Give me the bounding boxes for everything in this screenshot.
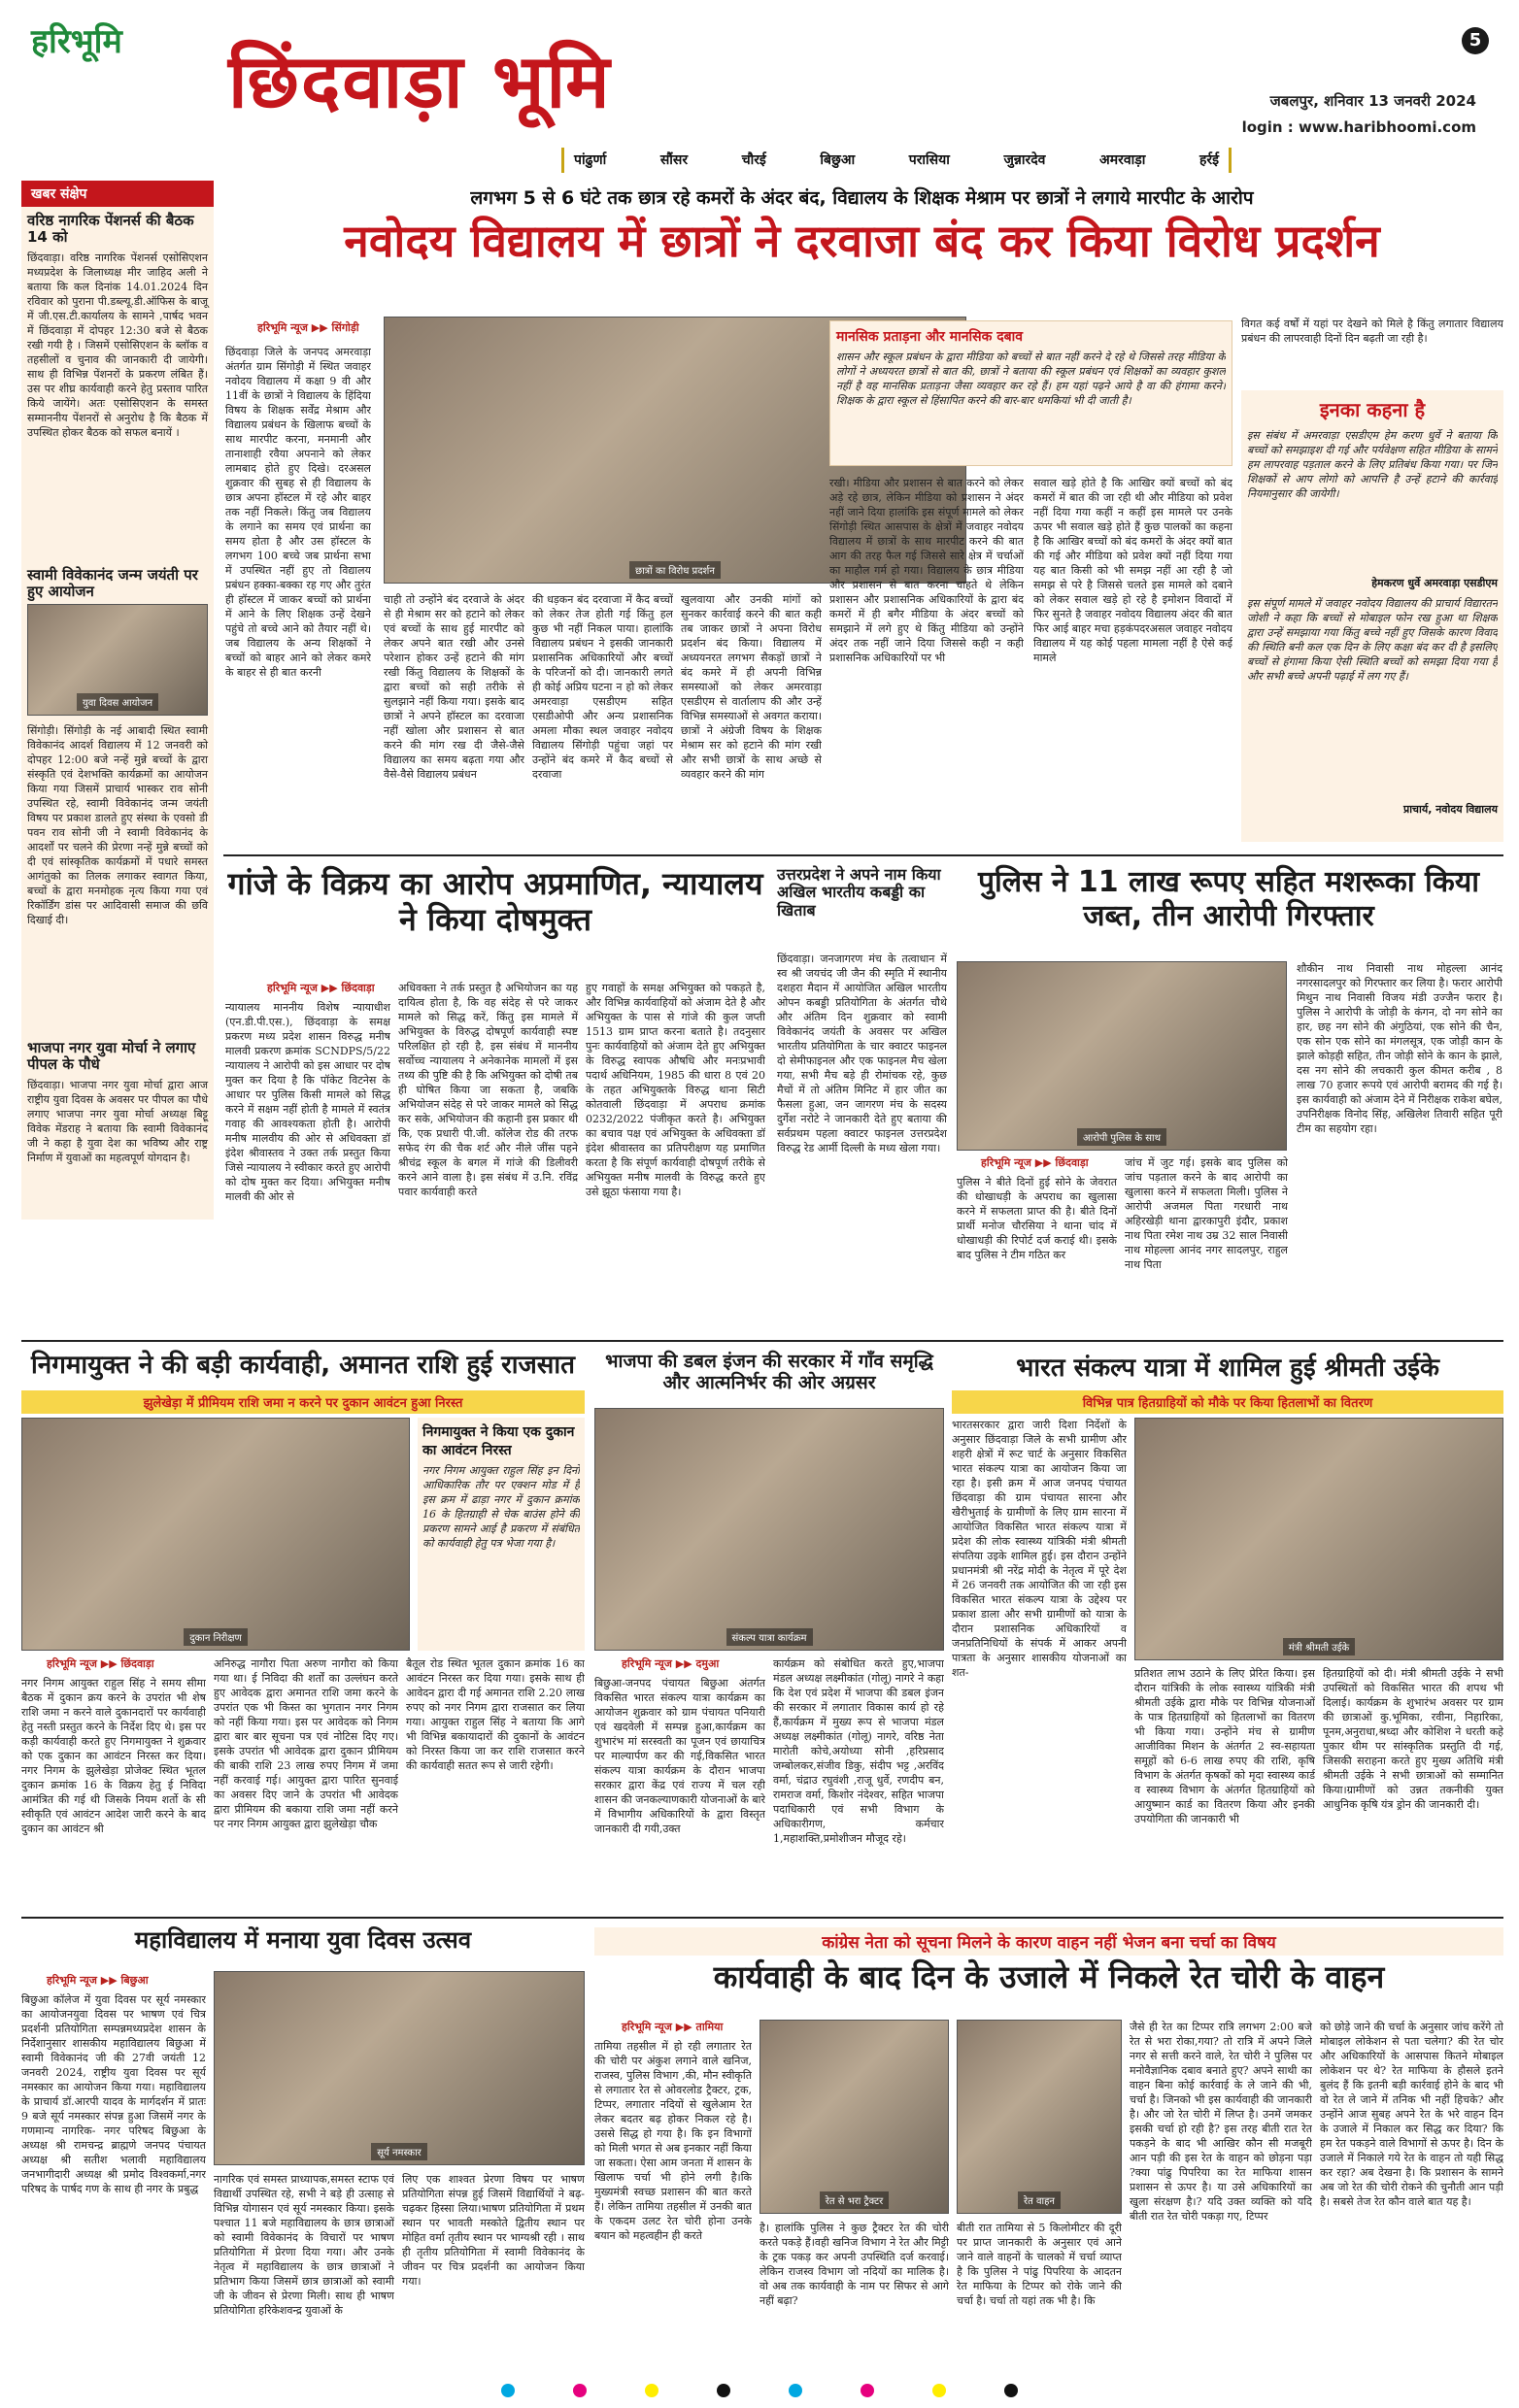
- reg-dot: [789, 2384, 802, 2397]
- yuva-col-3: लिए एक शाश्वत प्रेरणा विषय पर भाषण प्रतियोगिता संपन्न हुई जिसमें विद्यार्थियों ने बढ़-चढ़कर हिस्सा लिया।भाषण प्रतियोगिता में प्रथम स्थान पर भावती मस्कोते द्वितीय स्थान पर मोहित वर्मा तृतीय स्थान पर भाग्यश्री रही । साथ ही तृतीय प्रतियोगिता में स्वामी विवेकानंद के जीवन पर चित्र प्रदर्शनी का आयोजन किया गया।: [402, 2173, 585, 2288]
- brief-headline: वरिष्ठ नागरिक पेंशनर्स की बैठक 14 को: [27, 212, 194, 247]
- ret-col-5: को छोड़े जाने की चर्चा के अनुसार जांच करेंगे तो मोबाइल लोकेशन से पता चलेगा? की रेत चोर और अधिकारियों के आसपास कितने मोबाइल लोकेशन पर थे? रेत माफिया के हौसले इतने बुलंद हैं कि इतनी बड़ी कार्रवाई होने के बाद भी वो रेत ले जाने में तनिक भी नहीं हिचके? और उन्होंने आज सुबह अपने रेत के भरे वाहन दिन के उजाले में निकाल कर सिद्ध कर दिया? कि हम रेत पकड़ने वाले विभागों से ऊपर है। दिन के उजाले में निकाले गये रेत के वाहन तो यही सिद्ध कर रहा? अब देखना है। कि प्रशासन के सामने अब जो रेत की चोरी रोकने की चुनौती आन पड़ी है। सबसे तेज रेत कौन वाले बात यह है।: [1320, 2021, 1503, 2208]
- sidebar-label: खबर संक्षेप: [21, 181, 214, 207]
- nigam-col-1: नगर निगम आयुक्त राहुल सिंह ने समय सीमा बैठक में दुकान क्रय करने के उपरांत भी शेष राशि जमा न करने वाले दुकानदारों पर कार्यवाही हेतु नस्ती प्रस्तुत करने के निर्देश दिए थे। इस पर कड़ी कार्यवाही करते हुए निगमायुक्त ने शुक्रवार को एक दुकान का आवंटन निरस्त कर दिया। नगर निगम के झुलेखेड़ा प्रोजेक्ट स्थित भूतल दुकान क्रमांक 16 के विक्रय हेतु ई निविदा आमंत्रित की गई थी जिसके नियम शर्तो के सी स्वीकृति एवं आवंटन आदेश जारी करने के बाद दुकान का आवंटन श्री: [21, 1677, 206, 1835]
- lead-col-4: खुलवाया और उनकी मांगों को सुनकर कार्रवाई करने की बात कही तब जाकर छात्रों ने अपना विरोध प्रदर्शन बंद किया। विद्यालय में अध्ययनरत लगभग सैकड़ों छात्रों ने बंद कमरे में ही अपनी विभिन्न समस्याओं को लेकर अमरवाड़ा एसडीएम से वार्तालाप की और उन्हें विभिन्न समस्याओं से अवगत कराया। छात्रों ने अंग्रेजी विषय के शिक्षक मेश्राम सर को हटाने की मांग रखी और सभी छात्रों के साथ अच्छे से व्यवहार करने की मांग: [681, 593, 822, 781]
- ret-col-2: है। हालांकि पुलिस ने कुछ ट्रैक्टर रेत की चोरी करते पकड़े हैं।वही खनिज विभाग ने रेत और मिट्टी के ट्रक पकड़ कर अपनी उपस्थिति दर्ज करवाई। लेकिन राजस्व विभाग जो नदियों का मालिक है। वो अब तक कार्यवाही के नाम पर सिफर से आगे नहीं बढ़ा?: [760, 2222, 949, 2307]
- photo-police: आरोपी पुलिस के साथ: [957, 961, 1287, 1151]
- nigam-sidebox: [418, 1418, 585, 1651]
- photo-uikey: मंत्री श्रीमती उईके: [1134, 1418, 1503, 1660]
- dateline: जबलपुर, शनिवार 13 जनवरी 2024: [1269, 92, 1476, 110]
- bjp-headline: भाजपा की डबल इंजन की सरकार में गाँव समृद्धि और आत्मनिर्भर की ओर अग्रसर: [605, 1351, 933, 1393]
- nigam-col-3: बैतूल रोड स्थित भूतल दुकान क्रमांक 16 का आवंटन निरस्त कर दिया गया। इसके साथ ही आवेदन द्वारा दी गई अमानत राशि 2.20 लाख रुपए को नगर निगम द्वारा राजसात कर लिया गया। आयुक्त राहुल सिंह ने बताया कि आगे भी विभिन्न बकायादारों की दुकानों के आवंटन को निरस्त किया जा कर राशि राजसात करने की कार्यवाही सतत रूप से जारी रहेगी।: [406, 1657, 585, 1772]
- nigam-headline: निगमायुक्त ने की बड़ी कार्यवाही, अमानत राशि हुई राजसात: [31, 1351, 575, 1380]
- reg-dot: [1004, 2384, 1018, 2397]
- lead-col-7: विगत कई वर्षों में यहां पर देखने को मिले है किंतु लगातार विद्यालय प्रबंधन की लापरवाही दिनों दिन बढ़ती जा रही है।: [1241, 318, 1503, 345]
- quote-2-by: प्राचार्य, नवोदय विद्यालय: [1402, 803, 1498, 816]
- bjp-byline: हरिभूमि न्यूज ▶▶ दमुआ: [622, 1657, 720, 1670]
- brief-headline: स्वामी विवेकानंद जन्म जयंती पर हुए आयोजन: [27, 565, 198, 600]
- photo-sidebar: युवा दिवस आयोजन: [27, 604, 208, 716]
- police-col-1: पुलिस ने बीते दिनों हुई सोने के जेवरात की धोखाधड़ी के अपराध का खुलासा करने में सफलता प्राप्त की है। बीते दिनों प्रार्थी मनोज चौरसिया ने थाना चांद में धोखाधड़ी की रिपोर्ट दर्ज कराई थी। इसके बाद पुलिस ने टीम गठित कर: [957, 1176, 1117, 1261]
- ret-col-1: तामिया तहसील में हो रही लगातार रेत की चोरी पर अंकुश लगाने वाले खनिज, राजस्व, पुलिस विभाग ,की, मौन स्वीकृति से लगातार रेत से ओवरलोड ट्रैक्टर, ट्रक, टिप्पर, लगातार नदियों से खुलेआम रेत लेकर बदतर बढ़ होकर निकल रहे है। उससे सिद्ध हो गया है। कि इन विभागों को मिली भगत से अब इनकार नहीं किया जा सकता। ऐसा आम जनता में शासन के खिलाफ चर्चा भी होने लगी है।कि मुख्यमंत्री स्वच्छ प्रशासन की बात करते हैं। लेकिन तामिया तहसील में उनकी बात के एकदम उलट रेत चोरी होना उनके बयान को महत्वहीन ही करते: [594, 2040, 752, 2242]
- town-item[interactable]: सौंसर: [659, 152, 689, 168]
- photo-nigam: दुकान निरीक्षण: [21, 1418, 410, 1651]
- ret-headline: कार्यवाही के बाद दिन के उजाले में निकले रेत चोरी के वाहन: [713, 1958, 1385, 1995]
- sidebar-briefs: [21, 181, 214, 1220]
- nigam-byline: हरिभूमि न्यूज ▶▶ छिंदवाड़ा: [47, 1657, 154, 1670]
- ret-col-3: बीती रात तामिया से 5 किलोमीटर की दूरी पर प्राप्त जानकारी के अनुसार एवं आने जाने वाले वाहनों के चालको में चर्चा व्याप्त है कि पुलिस ने पांढु पिपरिया के आदतन रेत माफिया के टिप्पर को रोके जाने की चर्चा है। चर्चा तो यहां तक भी है। कि: [957, 2222, 1122, 2307]
- nigam-col-2: अनिरुद्ध नागौरा पिता अरुण नागौरा को किया गया था। ई निविदा की शर्तों का उल्लंघन करते हुए आवेदक द्वारा अमानत राशि जमा करने के उपरांत एक भी किस्त का भुगतान नगर निगम को नहीं किया गया। इस पर आवेदक को निगम द्वारा बार बार सूचना पत्र एवं नोटिस दिए गए। इसके उपरांत भी आवेदक द्वारा दुकान प्रीमियम की बाकी राशि 23 लाख रुपए निगम में जमा नहीं करवाई गई। आयुक्त द्वारा पारित सुनवाई का अवसर दिए जाने के उपरांत भी आवेदक द्वारा प्रीमियम की बकाया राशि जमा नहीं करने पर नगर निगम आयुक्त द्वारा झुलेखेड़ा चौक: [214, 1657, 398, 1830]
- police-headline: पुलिस ने 11 लाख रूपए सहित मशरूका किया जब्त, तीन आरोपी गिरफ्तार: [977, 865, 1480, 933]
- town-item[interactable]: चौरई: [741, 152, 766, 168]
- sidebox-title: मानसिक प्रताड़ना और मानसिक दबाव: [836, 329, 1024, 345]
- nigam-side-title: निगमायुक्त ने किया एक दुकान का आवंटन निरस्त: [422, 1424, 575, 1458]
- uikey-col-2: प्रतिशत लाभ उठाने के लिए प्रेरित किया। इस दौरान यांत्रिकी के लोक स्वास्थ्य यांत्रिकी मंत्री श्रीमती उईके द्वारा मौके पर विभिन्न योजनाओं के पात्र हितग्राहियों को हितलाभों का वितरण भी किया गया। उन्होंने मंच से ग्रामीण आजीविका मिशन के अंतर्गत 2 स्व-सहायता समूहों को 6-6 लाख रुपए की राशि, कृषि विभाग के अंतर्गत कृषकों को मृदा स्वास्थ्य कार्ड व स्वास्थ्य विभाग के अंतर्गत हितग्राहियों को आयुष्मान कार्ड का वितरण किया और इनकी उपयोगिता की जानकारी भी: [1134, 1667, 1315, 1825]
- quote-1-text: इस संबंध में अमरवाड़ा एसडीएम हेम करण धुर्वे ने बताया कि बच्चों को समझाइश दी गई और पर्यवेक्षण सहित मीडिया के सामने हम लापरवाह पड़ताल करने के लिए प्रतिबंध किया गया। पर जिन शिक्षकों से आप लोगो को आपत्ति है उन्हें हटाने की कार्रवाई नियमानुसार की जायेगी।: [1247, 429, 1498, 500]
- ganja-byline: हरिभूमि न्यूज ▶▶ छिंदवाड़ा: [267, 982, 375, 994]
- lead-col-1: छिंदवाड़ा जिले के जनपद अमरवाड़ा अंतर्गत ग्राम सिंगोड़ी में स्थित जवाहर नवोदय विद्यालय में कक्षा 9 वी और 11वीं के छात्रों ने विद्यालय के हिंदिया विषय के शिक्षक सर्वेंद्र मेश्राम और विद्यालय प्रबंधन के खिलाफ बच्चों के साथ मारपीट करना, मनमानी और तानाशाही रवैया अपनाने को लेकर लामबाद होते हुए दिखे। दरअसल शुक्रवार की सुबह से ही विद्यालय के छात्र अपना हॉस्टल में रहे और बाहर तक नहीं निकले। किंतु जब विद्यालय के लगाने का समय एवं प्रार्थना का समय होता है और उस हॉस्टल के लगभग 100 बच्चे जब प्रार्थना सभा में उपस्थित नहीं हुए तो विद्यालय प्रबंधन हक्का-बक्का रह गए और तुरंत ही हॉस्टल में जाकर बच्चों को प्रार्थना में आने के लिए शिक्षक उन्हें देखने पहुंचे तो बच्चे आने को तैयार नहीं थे। जब विद्यालय के अन्य शिक्षकों ने बच्चों को बाहर आने को लेकर कमरे के बाहर से ही बात करनी: [225, 346, 371, 679]
- quote-2-text: इस संपूर्ण मामले में जवाहर नवोदय विद्यालय की प्राचार्य विद्यारतन जोशी ने कहा कि बच्चों से मोबाइल फोन रख हुआ था शिक्षक द्वारा उन्हें समझाया गया किंतु बच्चे नहीं हुए जिसके कारण विवाद की स्थिति बनी कल एक दिन के लिए कक्षा बंद कर दी है इसलिए बच्चों से हंगामा किया ऐसी स्थिति बच्चों को समझा दिया गया है और सभी बच्चे अपनी पढ़ाई में लग गए हैं।: [1247, 597, 1498, 683]
- uikey-sub: विभिन्न पात्र हितग्राहियों को मौके पर किया हितलाभों का वितरण: [952, 1390, 1503, 1414]
- ret-byline: हरिभूमि न्यूज ▶▶ तामिया: [622, 2021, 724, 2033]
- photo-bjp: संकल्प यात्रा कार्यक्रम: [594, 1408, 944, 1651]
- police-col-3: शौकीन नाथ निवासी नाथ मोहल्ला आनंद नगरसादलपुर को गिरफ्तार कर लिया है। फरार आरोपी मिथुन नाथ निवासी विजय मंडी उज्जैन फरार है। पुलिस ने आरोपी के जोड़ी के कंगन, दो नग सोने का हार, छह नग सोने की अंगुठियां, एक सोने की चैन, एक सोन एक सोने का मंगलसूत्र, एक जोड़ी कान के झाले कोड़ही सहित, तीन जोड़ी सोने के कान के झाले, दस नग सोने की लचकारी कुल कीमत करीब , 8 लाख 70 हजार रूपये एवं आरोपी बरामद की गई है। इस कार्यवाही को अंजाम देने में निरीक्षक राकेश बघेल, उपनिरीक्षक विनोद सिंह, अखिलेश तिवारी सहित पूरी टीम का सहयोग रहा।: [1297, 962, 1502, 1135]
- town-strip: [561, 148, 1232, 173]
- lead-col-3: की धड़कन बंद दरवाजा में कैद बच्चों को लेकर तेज होती गई किंतु हल कुछ भी नहीं निकल पाया। हालांकि विद्यालय प्रबंधन ने इसकी जानकारी प्रशासनिक अधिकारियों और बच्चों के परिजनों को दी। जानकारी लगते ही कोई अप्रिय घटना न हो को लेकर अमरवाड़ा एसडीएम सहित एसडीओपी और अन्य प्रशासनिक अमला मौका स्थल जवाहर नवोदय विद्यालय सिंगोड़ी पहुंचा जहां पर उन्होंने बंद कमरे में कैद बच्चों से दरवाजा: [532, 593, 673, 781]
- brand-logo: हरिभूमि: [31, 22, 122, 61]
- town-item[interactable]: अमरवाड़ा: [1099, 152, 1146, 168]
- yuva-headline: महाविद्यालय में मनाया युवा दिवस उत्सव: [134, 1926, 472, 1954]
- town-item[interactable]: बिछुआ: [820, 152, 856, 168]
- login-link[interactable]: login : www.haribhoomi.com: [1241, 118, 1476, 136]
- page-title: छिंदवाड़ा भूमि: [228, 38, 612, 124]
- reg-dot: [645, 2384, 658, 2397]
- ganja-col-2: अधिवक्ता ने तर्क प्रस्तुत है अभियोजन का यह दायित्व होता है, कि वह संदेह से परे जाकर मामले को सिद्ध करें, किंतु इस मामले में अभियुक्त के विरुद्ध दोषपूर्ण कार्यवाही स्पष्ट परिलक्षित हो रही है, इस संबंध में माननीय सर्वोच्च न्यायालय ने अनेकानेक मामलों में इस तथ्य की पुष्टि की है कि अभियुक्त को दोषी तब ही घोषित किया जा सकता है, जबकि अभियोजन संदेह से परे जाकर मामले को सिद्ध कर सके, अभियोजन की कहानी इस प्रकार थी कि, एक प्रधारी पी.जी. कॉलेज रोड की तरफ सफेद रंग की चैक शर्ट और नीले जींस पहने श्रीचंद्र स्कूल के बगल में गांजे की डिलीवरी करने आने वाला है। इस संबंध में उ.नि. रविंद्र पवार कार्यवाही करते: [398, 982, 578, 1198]
- ganja-col-1: न्यायालय माननीय विशेष न्यायाधीश (एन.डी.पी.एस.), छिंदवाड़ा के समक्ष प्रकरण मध्य प्रदेश शासन विरुद्ध मनीष मालवी प्रकरण क्रमांक SCNDPS/5/22 न्यायालय ने आरोपी को इस आधार पर दोष मुक्त कर दिया है कि पॉकेट विटनेस के आधार पर पुलिस किसी मामले को सिद्ध करने में सक्षम नहीं होती है मामले में स्वतंत्र गवाह की आवश्यकता होती है। आरोपी मनीष मालवीय की ओर से अधिवक्ता डॉ इंदेश श्रीवास्तव ने उक्त तर्क प्रस्तुत किया जिसे न्यायालय ने स्वीकार करते हुए आरोपी को दोष मुक्त कर दिया। अभियुक्त मनीष मालवी की ओर से: [225, 1001, 390, 1203]
- divider: [21, 1340, 1503, 1342]
- reg-dot: [861, 2384, 874, 2397]
- town-item[interactable]: परासिया: [908, 152, 950, 168]
- yuva-col-2: नागरिक एवं समस्त प्राध्यापक,समस्त स्टाफ एवं विद्यार्थी उपस्थित रहे, सभी ने बड़े ही उत्साह से विभिन्न योगासन एवं सूर्य नमस्कार किया। इसके पश्चात 11 बजे महाविद्यालय के छात्र छात्राओं को स्वामी विवेकानंद के विचारों पर भाषण प्रतियोगिता में प्रेरणा दिया गया। और उनके नेतृत्व में महाविद्यालय के छात्र छात्राओं ने प्रतिभाग किया जिसमें छात्र छात्राओं को स्वामी जी के जीवन से प्रेरणा मिली। साथ ही भाषण प्रतियोगिता हरिकेशवन्द्र युवाओं के: [214, 2173, 394, 2317]
- lead-col-5: रखी। मीडिया और प्रशासन से बात करने को लेकर अड़े रहे छात्र, लेकिन मीडिया को प्रशासन ने अंदर नहीं जाने दिया हालांकि इस संपूर्ण मामले को लेकर सिंगोड़ी स्थित आसपास के क्षेत्रों में जवाहर नवोदय विद्यालय में छात्रों के साथ मारपीट करने की बात आग की तरह फैल गई जिससे सारे क्षेत्र में चर्चाओं का माहौल गर्म हो गया। विद्यालय के छात्र मीडिया और प्रशासन से बात करना चाहते थे लेकिन प्रशासन और प्रशासनिक अधिकारियों के द्वारा बंद कमरों में ही बगैर मीडिया के अंदर बच्चों को समझाने में लगे हुए थे किंतु मीडिया को उन्होंने अंदर तक नहीं जाने दिया जिससे कही न कही प्रशासनिक अधिकारियों पर भी: [829, 477, 1024, 664]
- kabaddi-body: छिंदवाड़ा। जनजागरण मंच के तत्वाधान में स्व श्री जयचंद जी जैन की स्मृति में स्थानीय दशहरा मैदान में आयोजित अखिल भारतीय ओपन कबड्डी प्रतियोगिता के अंतर्गत चौथे और अंतिम दिन शुक्रवार को स्वामी विवेकानंद जयंती के अवसर पर अखिल भारतीय प्रतियोगिता के चार क्वाटर फाइनल दो सेमीफाइनल और एक फाइनल मैच खेला गया, सभी मैच बड़े ही रोमांचक रहे, कुछ मैचों में तो अंतिम मिनिट में हार जीत का फैसला हुआ, जन जागरण मंच के सदस्य दुर्गेश नरोटे ने जानकारी देते हुए बताया की सर्वप्रथम पहला क्वाटर फाइनल उत्तरप्रदेश विरुद्ध रेड आर्मी दिल्ली के मध्य खेला गया।: [777, 953, 947, 1154]
- bjp-col-1: बिछुआ-जनपद पंचायत बिछुआ अंतर्गत विकसित भारत संकल्प यात्रा कार्यक्रम का आयोजन शुक्रवार को ग्राम पंचायत पनियारी एवं खदवेली में सम्पन्न हुआ,कार्यक्रम का शुभारंभ मां सरस्वती का पूजन एवं छायाचित्र पर माल्यार्पण कर की गई,विकसित भारत संकल्प यात्रा कार्यक्रम के दौरान भाजपा सरकार द्वारा केंद्र एवं राज्य में चल रही शासन की जनकल्याणकारी योजनाओं के बारे में विभागीय अधिकारियों के द्वारा विस्तृत जानकारी दी गयी,उक्त: [594, 1677, 765, 1835]
- photo-ret-1: रेत से भरा ट्रैक्टर: [760, 2020, 949, 2214]
- lead-byline: हरिभूमि न्यूज ▶▶ सिंगोड़ी: [257, 321, 359, 334]
- reg-dot: [932, 2384, 946, 2397]
- reg-dot: [717, 2384, 730, 2397]
- photo-yuva: सूर्य नमस्कार: [214, 1971, 585, 2165]
- quote-title: इनका कहना है: [1319, 398, 1426, 421]
- brief-body: छिंदवाड़ा। वरिष्ठ नागरिक पेंशनर्स एसोसिएशन मध्यप्रदेश के जिलाध्यक्ष मीर जाहिद अली ने बताया कि कल दिनांक 14.01.2024 दिन रविवार को पुराना पी.डब्ल्यू.डी.ऑफिस के बाजू में जी.एस.टी.कार्यालय के सामने ,पार्षद भवन में छिंदवाड़ा में दोपहर 12:30 बजे से बैठक रखी गयी है । जिसमें एसोसिएशन के ब्लॉक व तहसीलों व चुनाव की जानकारी दी जायेगी। साथ ही विभिन्न पेंशनरों के प्रकरण लंबित हैं। उस पर शीघ्र कार्यवाही करने हेतु प्रस्ताव पारित किये जायेंगे। अतः एसोसिएशन के समस्त सम्माननीय पेंशनरों से अनुरोध है कि बैठक में उपस्थित होकर बैठक को सफल बनायें ।: [27, 251, 208, 439]
- ganja-col-3: हुए गवाहों के समक्ष अभियुक्त को पकड़ते है, और विभिन्न कार्यवाहियों को अंजाम देते है और अभियुक्त के पास से गांजे की कुल जप्ती 1513 ग्राम प्राप्त करना बताते है। तदनुसार पुनः कार्यवाहियों को अंजाम देते हुए अभियुक्त के विरुद्ध स्वापक औषधि और मनःप्रभावी पदार्थ अधिनियम, 1985 की धारा 8 एवं 20 के तहत अभियुक्तके विरुद्ध थाना सिटी कोतवाली छिंदवाड़ा में अपराध क्रमांक 0232/2022 पंजीकृत करते है। अभियुक्त का बचाव पक्ष एवं अभियुक्त के अधिवक्ता डॉ इंदेश श्रीवास्तव का प्रतिपरीक्षण यह प्रमाणित करता है कि संपूर्ण कार्यवाही दोषपूर्ण तरीके से अभियुक्त मनीष मालवी के विरुद्ध करते हुए उसे झूठा फंसाया गया है।: [586, 982, 765, 1198]
- lead-col-6: सवाल खड़े होते है कि आखिर क्यों बच्चों को बंद कमरों में बात की जा रही थी और मीडिया को प्रवेश नहीं दिया गया कहीं न कहीं इस मामले पर उनके ऊपर भी सवाल खड़े होते हैं कुछ पालकों का कहना है कि आखिर बच्चों को बंद कमरों के अंदर क्यों बात की गई और मीडिया को प्रवेश क्यों नहीं दिया गया यह बात किसी को भी समझ नहीं आ रही है जो समझ से परे है जिससे चलते इस मामले को दबाने को लेकर सवाल खड़े हो रहे है इमोशन विवादों में फिर सुनते है जवाहर नवोदय विद्यालय अंदर की बात फिर आई बाहर मचा हड़कंपदरअसल जवाहर नवोदय विद्यालय में यह कोई पहला मामला नहीं है ऐसे कई मामले: [1033, 477, 1232, 664]
- lead-kicker: लगभग 5 से 6 घंटे तक छात्र रहे कमरों के अंदर बंद, विद्यालय के शिक्षक मेश्राम पर छात्रों ने लगाये मारपीट के आरोप: [470, 187, 1254, 209]
- lead-headline: नवोदय विद्यालय में छात्रों ने दरवाजा बंद कर किया विरोध प्रदर्शन: [344, 215, 1380, 267]
- yuva-col-1: बिछुआ कॉलेज में युवा दिवस पर सूर्य नमस्कार का आयोजनयुवा दिवस पर भाषण एवं चित्र प्रदर्शनी प्रतियोगिता सम्पन्नमध्यप्रदेश शासन के निर्देशानुसार शासकीय महाविद्यालय बिछुआ में स्वामी विवेकानंद जी की 27वी जयंती 12 जनवरी 2024, राष्ट्रीय युवा दिवस पर सूर्य नमस्कार का आयोजन किया गया। महाविद्यालय के प्राचार्य डॉ.आरपी यादव के मार्गदर्शन में प्रातः 9 बजे सूर्य नमस्कार संपन्न हुआ जिसमें नगर के गणमान्य नागरिक- नगर परिषद बिछुआ के अध्यक्ष श्री रामचन्द्र ब्राह्मणे जनपद पंचायत अध्यक्ष श्री सतीश भलावी महाविद्यालय जनभागीदारी अध्यक्ष श्री प्रमोद विश्वकर्मा,नगर परिषद के पार्षद गण के साथ ही नगर के प्रबुद्ध: [21, 1993, 206, 2195]
- masthead: [0, 0, 1519, 180]
- photo-lead: छात्रों का विरोध प्रदर्शन: [384, 317, 966, 584]
- page-number: 5: [1462, 27, 1489, 54]
- lead-col-2: चाही तो उन्होंने बंद दरवाजे के अंदर से ही मेश्राम सर को हटाने को लेकर एवं बच्चों के साथ हुई मारपीट को लेकर अपने बात रखी और उनसे परेशान होकर उन्हें हटाने की मांग रखी किंतु विद्यालय के शिक्षकों के द्वारा बच्चों को सही तरीके से सुलझाने नहीं किया गया। इसके बाद छात्रों ने अपने हॉस्टल का दरवाजा नहीं खोला और प्रशासन से बात करने की मांग रख दी जैसे-जैसे विद्यालय का समय बढ़ता गया और वैसे-वैसे विद्यालय प्रबंधन: [384, 593, 524, 781]
- nigam-sub: झुलेखेड़ा में प्रीमियम राशि जमा न करने पर दुकान आवंटन हुआ निरस्त: [21, 1390, 585, 1414]
- kabaddi-headline: उत्तरप्रदेश ने अपने नाम किया अखिल भारतीय कबड्डी का खिताब: [777, 865, 941, 920]
- brief-body: छिंदवाड़ा। भाजपा नगर युवा मोर्चा द्वारा आज राष्ट्रीय युवा दिवस के अवसर पर पीपल का पौधे लगाए भाजपा नगर युवा मोर्चा अध्यक्ष बिट्टू विवेक मेंडराह ने बताया कि स्वामी विवेकानंद जी ने कहा है युवा देश का भविष्य और राष्ट्र निर्माण में युवाओं का महत्वपूर्ण योगदान है।: [27, 1078, 208, 1164]
- uikey-headline: भारत संकल्प यात्रा में शामिल हुई श्रीमती उईके: [1016, 1354, 1439, 1383]
- town-item[interactable]: पांढुर्णा: [574, 152, 607, 168]
- police-col-2: जांच में जुट गई। इसके बाद पुलिस को जांच पड़ताल करने के बाद आरोपी का खुलासा करने में सफलता मिली। पुलिस ने आरोपी अजमल पिता गरधारी नाथ अहिरखेड़ी थाना द्वारकापुरी इंदौर, प्रकाश नाथ पिता रमेश नाथ उम्र 32 साल निवासी नाथ मोहल्ला आनंद नगर सादलपुर, राहुल नाथ पिता: [1125, 1156, 1288, 1271]
- brief-body: सिंगोड़ी। सिंगोड़ी के नई आबादी स्थित स्वामी विवेकानंद आदर्श विद्यालय में 12 जनवरी को दोपहर 12:00 बजे नन्हें मुन्ने बच्चों के द्वारा संस्कृति एवं देशभक्ति कार्यक्रमों का आयोजन किया गया जिसमें प्राचार्य भास्कर राव सोनी उपस्थित रहे, स्वामी विवेकानंद जन्म जयंती विषय पर प्रकाश डालते हुए संस्था के एवसो डी पवन राव सोनी जी ने स्वामी विवेकानंद के आदर्शों पर चलने की प्रेरणा नन्हें मुन्ने बच्चों को दी एवं सांस्कृतिक कार्यक्रमों में पधारे समस्त आगंतुको का तिलक लगाकर स्वागत किया, बच्चों के द्वारा मनमोहक नृत्य किया गया एवं रिकॉर्डिंग डांस पर आदिवासी समाज की छवि दिखाई दी।: [27, 724, 208, 926]
- ret-col-4: जैसे ही रेत का टिप्पर रात्रि लगभग 2:00 बजे रेत से भरा रोका,गया? तो रात्रि में अपने जिले नगर से सत्ती करने वाले, रेत चोरी ने पुलिस पर मनोवैज्ञानिक दबाव बनाते हुए? अपने साथी का वाहन बिना कोई कार्रवाई के ले जाने की भी, चर्चा है। जिनको भी इस कार्यवाही की जानकारी है। और जो रेत चोरी में लिप्त है। उनमें जमकर इसकी चर्चा हो रही है? इस तरह बीती रात रेत पकड़ने के बाद भी आखिर कौन सी मजबूरी आन पड़ी की इस रेत के वाहन को छोड़ना पड़ा ?क्या पांढु पिपरिया का रेत माफिया शासन प्रशासन से ऊपर है। या उसे अधिकारियों का खुला संरक्षण है।? यदि उक्त व्यक्ति को यदि बीती रात रेत चोरी पकड़ा गए, टिप्पर: [1130, 2021, 1312, 2223]
- police-byline: हरिभूमि न्यूज ▶▶ छिंदवाड़ा: [981, 1156, 1089, 1169]
- uikey-col-3: हितग्राहियों को दी। मंत्री श्रीमती उईके ने सभी उपस्थितों को विकसित भारत की शपथ भी दिलाई। कार्यक्रम के शुभारंभ अवसर पर ग्राम की छात्राओं कु.भूमिका, रवीना, निहारिका, पूनम,अनुराधा,श्रध्दा और कोशिश ने धरती कहे पुकार थीम पर सांस्कृतिक प्रस्तुति दी गई, जिसकी सराहना करते हुए मुख्य अतिथि मंत्री श्रीमती उईके ने सभी छात्राओं को सम्मानित किया।ग्रामीणों को उन्नत तकनीकी युक्त आधुनिक कृषि यंत्र ड्रोन की जानकारी दी।: [1323, 1667, 1503, 1811]
- sidebox-text: शासन और स्कूल प्रबंधन के द्वारा मीडिया को बच्चों से बात नहीं करने दे रहे थे जिससे तरह मीडिया के लोगों ने अध्ययरत छात्रों से बात की, छात्रों ने बताया की स्कूल प्रबंधन एवं शिक्षकों का व्यवहार कुशल नहीं है वह मानसिक प्रताड़ना जैसा व्यवहार कर रहे हैं। हम यहां पढ़ने आये है वा की हंगामा करने। शिक्षक के द्वारा स्कूल से हिंसापित करने की बार-बार धमकियां भी दी जाती है।: [836, 351, 1226, 407]
- reg-dot: [573, 2384, 587, 2397]
- brief-headline: भाजपा नगर युवा मोर्चा ने लगाए पीपल के पौधे: [27, 1039, 196, 1074]
- uikey-col-1: भारतसरकार द्वारा जारी दिशा निर्देशों के अनुसार छिंदवाड़ा जिले के सभी ग्रामीण और शहरी क्षेत्रों में रूट चार्ट के अनुसार विकसित भारत संकल्प यात्रा का आयोजन किया जा रहा है। इसी क्रम में आज जनपद पंचायत छिंदवाड़ा की ग्राम पंचायत सारना और खैरीभुताई के ग्रामीणों के लिए ग्राम सारना में आयोजित विकसित भारत संकल्प यात्रा में प्रदेश की लोक स्वास्थ्य यांत्रिकी मंत्री श्रीमती संपतिया उइके शामिल हुई। इस दौरान उन्होंने प्रधानमंत्री श्री नरेंद्र मोदी के नेतृत्व में पूरे देश में 26 जनवरी तक आयोजित की जा रही इस विकसित भारत संकल्प यात्रा के उद्देश्य पर प्रकाश डाला और सभी ग्रामीणों को यात्रा के दौरान प्रशासनिक अधिकारियों व जनप्रतिनिधियों के संपर्क में आकर अपनी पात्रता के अनुसार शासकीय योजनाओं का शत-: [952, 1419, 1127, 1679]
- print-registration-marks: [0, 2384, 1519, 2403]
- ret-kicker: कांग्रेस नेता को सूचना मिलने के कारण वाहन नहीं भेजन बना चर्चा का विषय: [594, 1927, 1503, 1956]
- divider: [21, 1917, 1503, 1919]
- quote-1-by: हेमकरण धुर्वे अमरवाड़ा एसडीएम: [1371, 577, 1498, 589]
- photo-ret-2: रेत वाहन: [957, 2020, 1122, 2214]
- town-item[interactable]: हर्रई: [1198, 152, 1219, 168]
- town-item[interactable]: जुन्नारदेव: [1003, 152, 1046, 168]
- nigam-side-text: नगर निगम आयुक्त राहुल सिंह इन दिनों आधिकारिक तौर पर एक्शन मोड में है इस क्रम में ढाड़ा नगर में दुकान क्रमांक 16 के हितग्राही से चेक बाउंस होने की प्रकरण सामने आई है प्रकरण में संबंधित को कार्यवाही हेतु पत्र भेजा गया है।: [422, 1464, 580, 1550]
- divider: [223, 854, 1503, 856]
- reg-dot: [501, 2384, 515, 2397]
- lead-sidebox: [829, 320, 1232, 466]
- quote-panel: [1241, 317, 1503, 846]
- quote-box: [1241, 390, 1503, 842]
- yuva-byline: हरिभूमि न्यूज ▶▶ बिछुआ: [47, 1974, 149, 1987]
- ganja-headline: गांजे के विक्रय का आरोप अप्रमाणित, न्यायालय ने किया दोषमुक्त: [227, 865, 763, 938]
- bjp-col-2: कार्यक्रम को संबोधित करते हुए,भाजपा मंडल अध्यक्ष लक्ष्मीकांत (गोलू) नागरे ने कहा कि देश एवं प्रदेश में भाजपा की डबल इंजन की सरकार में लगातार विकास कार्य हो रहे हैं,कार्यक्रम में मुख्य रूप से भाजपा मंडल अध्यक्ष लक्ष्मीकांत (गोलू) नागरे, वरिष्ठ नेता मारोती कोचे,अयोध्या सोनी ,हरिप्रसाद जम्बोलकर,संजीव डिकु, संदीप भट्ट ,अरविंद वर्मा, चंद्राउ रघुवंशी ,राजू धुर्वे, रणदीप बन, रामराज वर्मा, किशोर नंदेश्वर, सहित भाजपा पदाधिकारी एवं सभी विभाग के अधिकारीगण, कर्मचार 1,महाशक्ति,प्रमोशीजन मौजूद रहे।: [773, 1657, 944, 1845]
